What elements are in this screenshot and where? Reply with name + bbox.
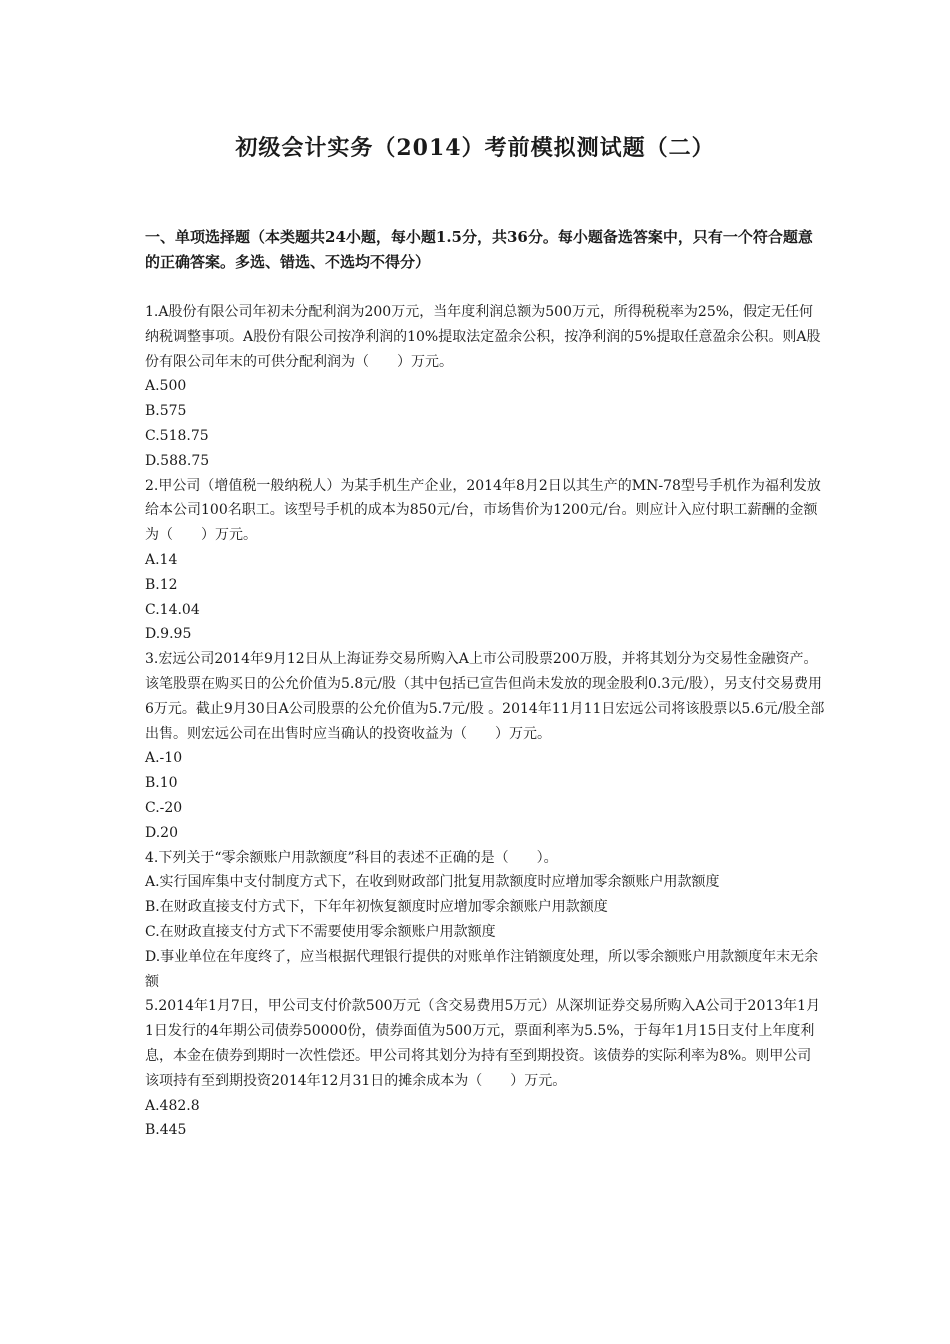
- option-a: A.14: [145, 551, 178, 568]
- question-5: [145, 994, 825, 1143]
- option-b: B.12: [145, 576, 178, 593]
- option-b: B.445: [145, 1122, 187, 1139]
- option-b: B.575: [145, 403, 187, 420]
- section-heading: 一、单项选择题（本类题共24小题，每小题1.5分，共36分。每小题备选答案中，只有一个符合题意的正确答案。多选、错选、不选均不得分）: [145, 228, 813, 271]
- question-stem: 2.甲公司（增值税一般纳税人）为某手机生产企业，2014年8月2日以其生产的MN-78型号手机作为福利发放给本公司100名职工。该型号手机的成本为850元/台，市场售价为1200元/台。则应计入应付职工薪酬的金额为（ ）万元。: [145, 477, 821, 544]
- option-a: A.-10: [145, 750, 183, 767]
- option-d: D.588.75: [145, 452, 210, 469]
- option-d: D.20: [145, 824, 178, 841]
- question-2: [145, 474, 825, 648]
- option-b: B.在财政直接支付方式下，下年年初恢复额度时应增加零余额账户用款额度: [145, 899, 608, 916]
- option-a: A.482.8: [145, 1097, 200, 1114]
- question-stem: 1.A股份有限公司年初未分配利润为200万元，当年度利润总额为500万元，所得税税率为25%，假定无任何纳税调整事项。A股份有限公司按净利润的10%提取法定盈余公积，按净利润的5%提取任意盈余公积。则A股份有限公司年末的可供分配利润为（ ）万元。: [145, 304, 821, 370]
- option-a: A.500: [145, 378, 187, 395]
- option-d: D.9.95: [145, 626, 192, 643]
- option-c: C.14.04: [145, 601, 200, 618]
- option-c: C.-20: [145, 799, 183, 816]
- page-title: 初级会计实务（2014）考前模拟测试题（二）: [235, 135, 715, 161]
- option-d: D.事业单位在年度终了，应当根据代理银行提供的对账单作注销额度处理，所以零余额账户用款额度年末无余额: [145, 948, 819, 990]
- option-c: C.518.75: [145, 427, 209, 444]
- question-stem: 5.2014年1月7日，甲公司支付价款500万元（含交易费用5万元）从深圳证券交易所购入A公司于2013年1月1日发行的4年期公司债券50000份，债券面值为500万元，票面利率为5.5%，于每年1月15日支付上年度利息，本金在债券到期时一次性偿还。甲公司将其划分为持有至到期投资。该债券的实际利率为8%。则甲公司该项持有至到期投资2014年12月31日的摊余成本为（ ）万元。: [145, 998, 821, 1089]
- question-list: [145, 300, 825, 1143]
- question-1: [145, 300, 825, 474]
- question-4: [145, 846, 825, 995]
- question-stem: 4.下列关于“零余额账户用款额度”科目的表述不正确的是（ ）。: [145, 849, 558, 866]
- question-3: [145, 647, 825, 845]
- option-c: C.在财政直接支付方式下不需要使用零余额账户用款额度: [145, 923, 496, 940]
- option-b: B.10: [145, 775, 178, 792]
- option-a: A.实行国库集中支付制度方式下，在收到财政部门批复用款额度时应增加零余额账户用款额度: [145, 874, 720, 891]
- question-stem: 3.宏远公司2014年9月12日从上海证券交易所购入A上市公司股票200万股，并将其划分为交易性金融资产。该笔股票在购买日的公允价值为5.8元/股（其中包括已宣告但尚未发放的现金股利0.3元/股），另支付交易费用6万元。截止9月30日A公司股票的公允价值为5.7元/股 。2014年11月11日宏远公司将该股票以5.6元/股全部出售。则宏远公司在出售时应当确认的投资收益为（ ）万元。: [145, 651, 825, 742]
